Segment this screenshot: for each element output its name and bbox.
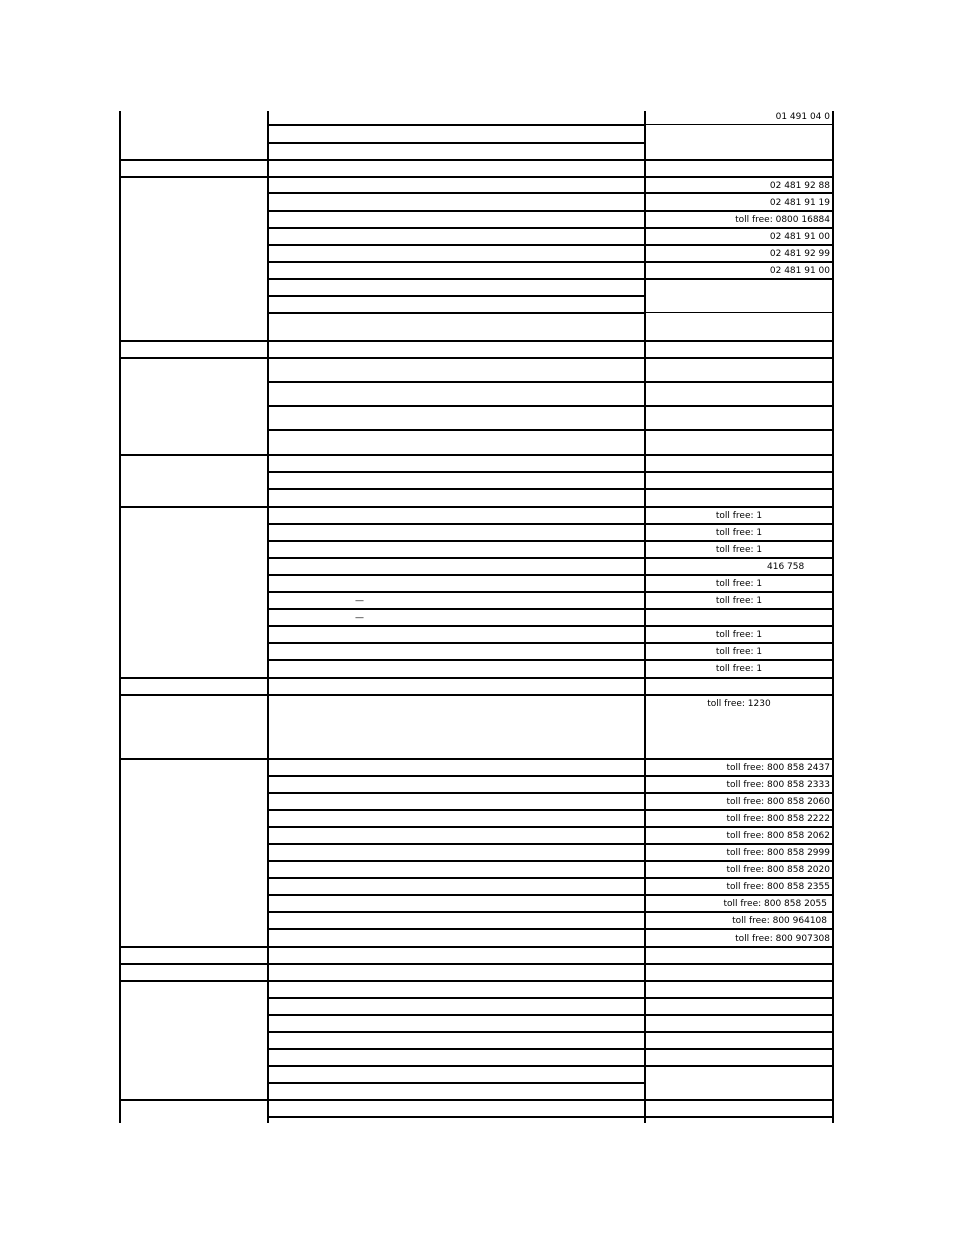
row-line — [267, 540, 834, 542]
phone-number: toll free: 1 — [715, 528, 763, 538]
row-line — [267, 997, 834, 999]
phone-number: toll free: 800 858 2355 — [726, 882, 830, 892]
thin-line — [644, 312, 834, 313]
row-line — [267, 1031, 834, 1033]
group-line — [119, 758, 834, 760]
phone-number: toll free: 800 858 2333 — [726, 780, 830, 790]
dash-mark: — — [355, 596, 364, 606]
row-line — [267, 792, 834, 794]
row-line — [267, 471, 834, 473]
row-line — [267, 911, 834, 913]
phone-number: toll free: 1230 — [707, 699, 771, 709]
row-line — [267, 192, 834, 194]
dash-mark: — — [355, 613, 364, 623]
phone-number: toll free: 1 — [715, 596, 763, 606]
row-line — [267, 928, 834, 930]
row-line — [267, 642, 834, 644]
row-line — [267, 826, 834, 828]
row-line — [267, 312, 646, 314]
phone-number: toll free: 800 907308 — [735, 934, 830, 944]
column-line-left — [119, 111, 121, 1123]
phone-number: toll free: 1 — [715, 647, 763, 657]
row-line — [267, 227, 834, 229]
row-line — [267, 574, 834, 576]
row-line — [267, 523, 834, 525]
row-line — [267, 1048, 834, 1050]
row-line — [267, 295, 646, 297]
row-line — [267, 1082, 646, 1084]
phone-number: 02 481 91 00 — [769, 266, 830, 276]
row-line — [267, 894, 834, 896]
row-line — [267, 877, 834, 879]
group-line — [119, 694, 834, 696]
row-line — [267, 775, 834, 777]
phone-number: toll free: 1 — [715, 630, 763, 640]
thin-line — [644, 124, 834, 125]
phone-number: toll free: 1 — [715, 511, 763, 521]
row-line — [267, 488, 834, 490]
group-line — [119, 340, 834, 342]
phone-number: 01 491 04 0 — [775, 112, 830, 122]
phone-number: toll free: 0800 16884 — [735, 215, 830, 225]
phone-number: toll free: 1 — [715, 579, 763, 589]
group-line — [119, 980, 834, 982]
group-line — [119, 159, 834, 161]
group-line — [119, 506, 834, 508]
row-line — [267, 261, 834, 263]
row-line — [267, 405, 834, 407]
row-line — [267, 557, 834, 559]
row-line — [267, 608, 834, 610]
phone-number: 02 481 91 19 — [769, 198, 830, 208]
phone-number: toll free: 800 858 2222 — [726, 814, 830, 824]
row-line — [267, 210, 834, 212]
group-line — [119, 946, 834, 948]
phone-number: toll free: 800 858 2060 — [726, 797, 830, 807]
group-line — [119, 454, 834, 456]
row-line — [267, 429, 834, 431]
row-line — [267, 278, 834, 280]
row-line — [267, 1014, 834, 1016]
phone-number: toll free: 800 858 2055 — [723, 899, 827, 909]
phone-number: toll free: 800 964108 — [732, 916, 827, 926]
phone-number: toll free: 800 858 2020 — [726, 865, 830, 875]
row-line — [267, 659, 834, 661]
row-line — [267, 843, 834, 845]
phone-number: 02 481 91 00 — [769, 232, 830, 242]
row-line — [267, 860, 834, 862]
group-line — [119, 1099, 834, 1101]
row-line — [267, 625, 834, 627]
row-line — [267, 809, 834, 811]
group-line — [119, 176, 834, 178]
phone-number: 02 481 92 99 — [769, 249, 830, 259]
row-line — [267, 591, 834, 593]
group-line — [119, 357, 834, 359]
group-line — [119, 677, 834, 679]
phone-number: toll free: 800 858 2437 — [726, 763, 830, 773]
phone-number: 416 758 — [767, 562, 805, 572]
row-line — [267, 244, 834, 246]
row-line — [267, 381, 834, 383]
phone-number: 02 481 92 88 — [769, 181, 830, 191]
phone-number: toll free: 1 — [715, 664, 763, 674]
phone-number: toll free: 800 858 2062 — [726, 831, 830, 841]
phone-number: toll free: 800 858 2999 — [726, 848, 830, 858]
group-line — [119, 963, 834, 965]
row-line — [267, 1065, 834, 1067]
phone-number: toll free: 1 — [715, 545, 763, 555]
row-line — [267, 124, 646, 126]
row-line — [267, 1116, 834, 1118]
row-line — [267, 142, 646, 144]
